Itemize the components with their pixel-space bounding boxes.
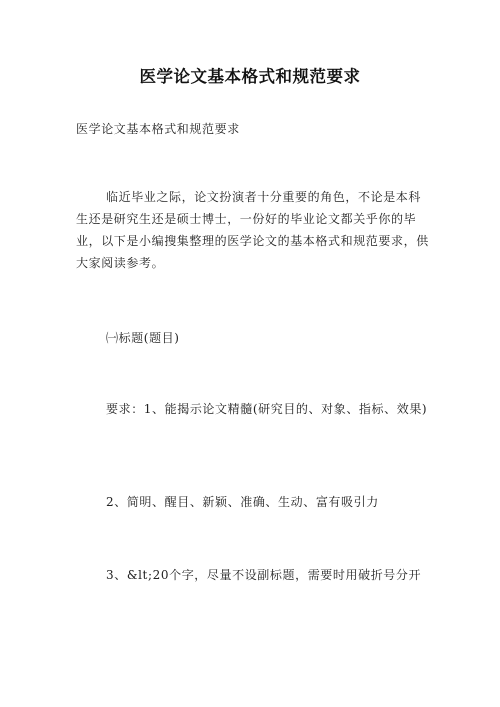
- document-subtitle: 医学论文基本格式和规范要求: [76, 122, 240, 136]
- list-item: [76, 491, 431, 513]
- requirement-paragraph: [76, 398, 431, 420]
- section-heading-text: ㈠标题(题目): [106, 331, 180, 345]
- list-item-3-text: 3、&lt;20个字，尽量不设副标题，需要时用破折号分开: [106, 568, 422, 582]
- intro-paragraph: [76, 186, 431, 274]
- document-title: 医学论文基本格式和规范要求: [139, 67, 361, 86]
- intro-text: 临近毕业之际，论文扮演者十分重要的角色，不论是本科生还是研究生还是硕士博士，一份好的毕业论文都关乎你的毕业，以下是小编搜集整理的医学论文的基本格式和规范要求，供大家阅读参考。: [76, 190, 429, 270]
- section-heading: [76, 327, 431, 349]
- list-item-2-text: 2、简明、醒目、新颖、准确、生动、富有吸引力: [106, 495, 379, 509]
- requirement-text: 要求：1、能揭示论文精髓(研究目的、对象、指标、效果): [106, 402, 428, 416]
- list-item: [76, 564, 431, 586]
